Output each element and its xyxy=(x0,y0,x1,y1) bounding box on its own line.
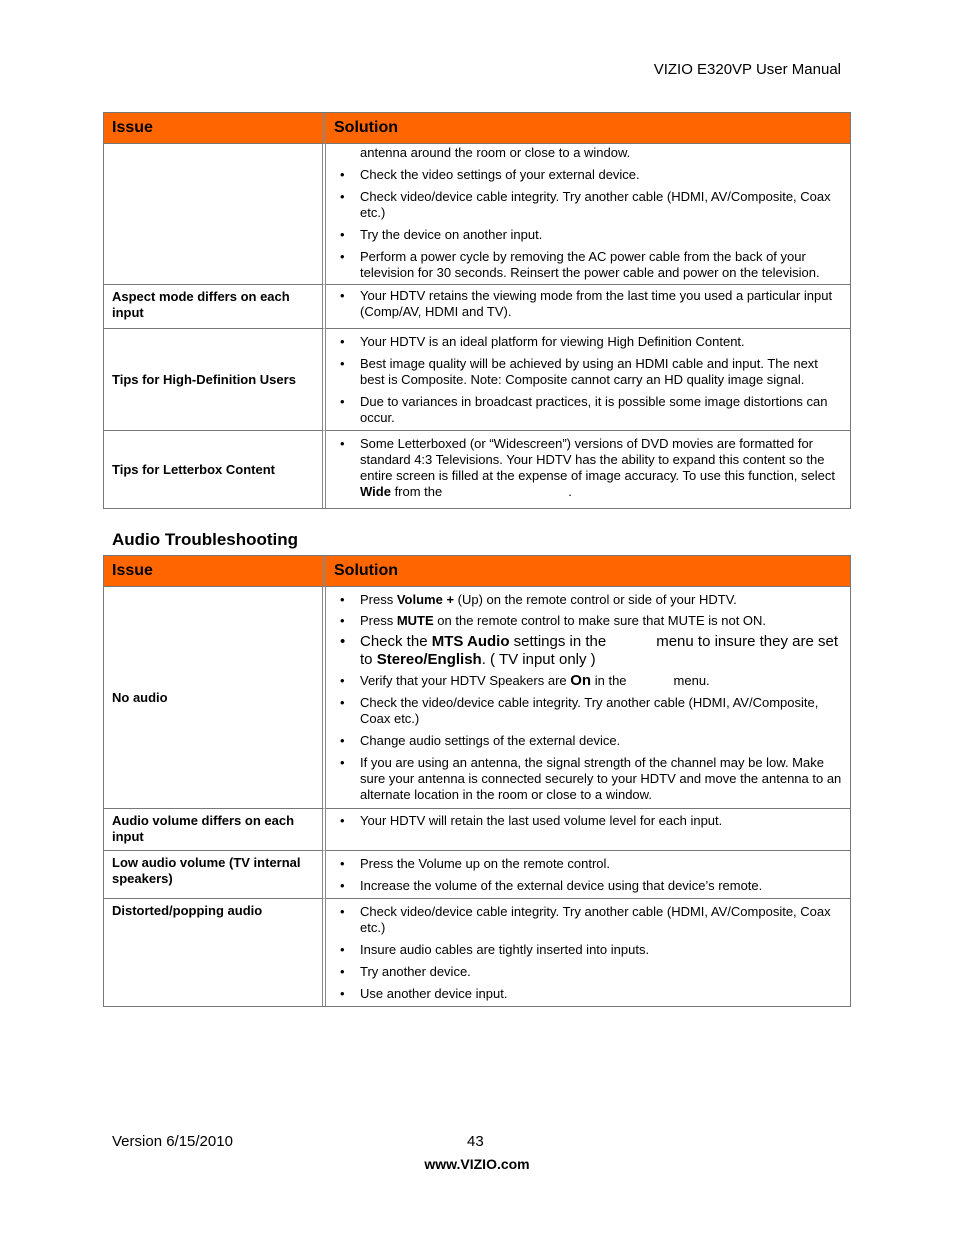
issue-cell xyxy=(104,587,326,809)
list-item: • Press the Volume up on the remote control. xyxy=(334,856,842,872)
issue-cell xyxy=(104,899,326,1006)
footer-version: Version 6/15/2010 xyxy=(112,1133,233,1150)
list-item: • Your HDTV is an ideal platform for viewing High Definition Content. xyxy=(334,334,842,350)
list-item: • Insure audio cables are tightly inserted into inputs. xyxy=(334,942,842,958)
solution-cell xyxy=(326,899,850,1006)
table-row xyxy=(104,809,850,851)
list-item: • Increase the volume of the external device using that device’s remote. xyxy=(334,878,842,894)
list-item: • Best image quality will be achieved by using an HDMI cable and input. The next best is Composite. Note: Composite cannot carry an HD quality image signal. xyxy=(334,356,842,388)
list-item: • Some Letterboxed (or “Widescreen”) versions of DVD movies are formatted for standard 4:3 Televisions. Your HDTV has the ability to expand this content so the entire screen is filled at the expense of image accuracy. To use this function, select Wide from the . xyxy=(334,436,842,500)
solution-cell xyxy=(326,329,850,431)
issue-label: Tips for High-Definition Users xyxy=(112,372,296,387)
issue-label: Distorted/popping audio xyxy=(112,903,263,918)
footer-website: www.VIZIO.com xyxy=(424,1156,530,1172)
list-item: • Your HDTV retains the viewing mode from the last time you used a particular input (Comp/AV, HDMI and TV). xyxy=(334,288,842,320)
table-header-row xyxy=(104,556,850,587)
table-row xyxy=(104,329,850,431)
table-row xyxy=(104,285,850,329)
list-item: • Change audio settings of the external device. xyxy=(334,733,842,749)
solution-cell xyxy=(326,851,850,899)
list-item: antenna around the room or close to a window. xyxy=(360,145,631,160)
issue-cell xyxy=(104,144,326,285)
audio-troubleshooting-table xyxy=(103,555,851,1007)
table-row xyxy=(104,899,850,1006)
issue-column-header: Issue xyxy=(104,113,326,144)
list-item: • If you are using an antenna, the signal strength of the channel may be low. Make sure your antenna is connected securely to your HDTV and move the antenna to an alternate location in the room or close to a window. xyxy=(334,755,842,803)
solution-cell xyxy=(326,587,850,809)
issue-label: Audio volume differs on each input xyxy=(112,813,295,844)
list-item: • Check video/device cable integrity. Try another cable (HDMI, AV/Composite, Coax etc.) xyxy=(334,189,842,221)
table-row xyxy=(104,587,850,809)
issue-cell xyxy=(104,285,326,329)
solution-cell xyxy=(326,809,850,851)
list-item: • Press Volume + (Up) on the remote control or side of your HDTV. xyxy=(334,592,842,608)
issue-cell xyxy=(104,329,326,431)
list-item: • Try the device on another input. xyxy=(334,227,842,243)
list-item: • Check video/device cable integrity. Try another cable (HDMI, AV/Composite, Coax etc.) xyxy=(334,904,842,936)
table-header-row xyxy=(104,113,850,144)
manual-title: VIZIO E320VP User Manual xyxy=(653,61,841,78)
solution-column-header: Solution xyxy=(326,556,850,587)
list-item: • Due to variances in broadcast practices, it is possible some image distortions can occur. xyxy=(334,394,842,426)
solution-cell xyxy=(326,144,850,285)
issue-cell xyxy=(104,431,326,508)
list-item: • Try another device. xyxy=(334,964,842,980)
video-troubleshooting-table xyxy=(103,112,851,509)
list-item: • Verify that your HDTV Speakers are On in the menu. xyxy=(334,673,842,689)
list-item: • Check the video/device cable integrity. Try another cable (HDMI, AV/Composite, Coax etc.) xyxy=(334,695,842,727)
issue-label: Low audio volume (TV internal speakers) xyxy=(112,855,301,886)
page-number: 43 xyxy=(467,1133,484,1150)
list-item: • Check the MTS Audio settings in the menu to insure they are set to Stereo/English. ( TV input only ) xyxy=(334,633,842,669)
section-heading: Audio Troubleshooting xyxy=(112,530,299,549)
table-row xyxy=(104,144,850,285)
solution-cell xyxy=(326,285,850,329)
issue-label: Tips for Letterbox Content xyxy=(112,462,275,477)
list-item: • Press MUTE on the remote control to make sure that MUTE is not ON. xyxy=(334,613,842,629)
issue-label: Aspect mode differs on each input xyxy=(112,289,290,320)
table-row xyxy=(104,851,850,899)
solution-column-header: Solution xyxy=(326,113,850,144)
issue-column-header: Issue xyxy=(104,556,326,587)
solution-cell xyxy=(326,431,850,508)
issue-label: No audio xyxy=(112,690,168,705)
list-item: • Use another device input. xyxy=(334,986,842,1002)
issue-cell xyxy=(104,851,326,899)
table-row xyxy=(104,431,850,508)
issue-cell xyxy=(104,809,326,851)
list-item: • Perform a power cycle by removing the AC power cable from the back of your television for 30 seconds. Reinsert the power cable and power on the television. xyxy=(334,249,842,281)
list-item: • Check the video settings of your external device. xyxy=(334,167,842,183)
list-item: • Your HDTV will retain the last used volume level for each input. xyxy=(334,813,842,829)
